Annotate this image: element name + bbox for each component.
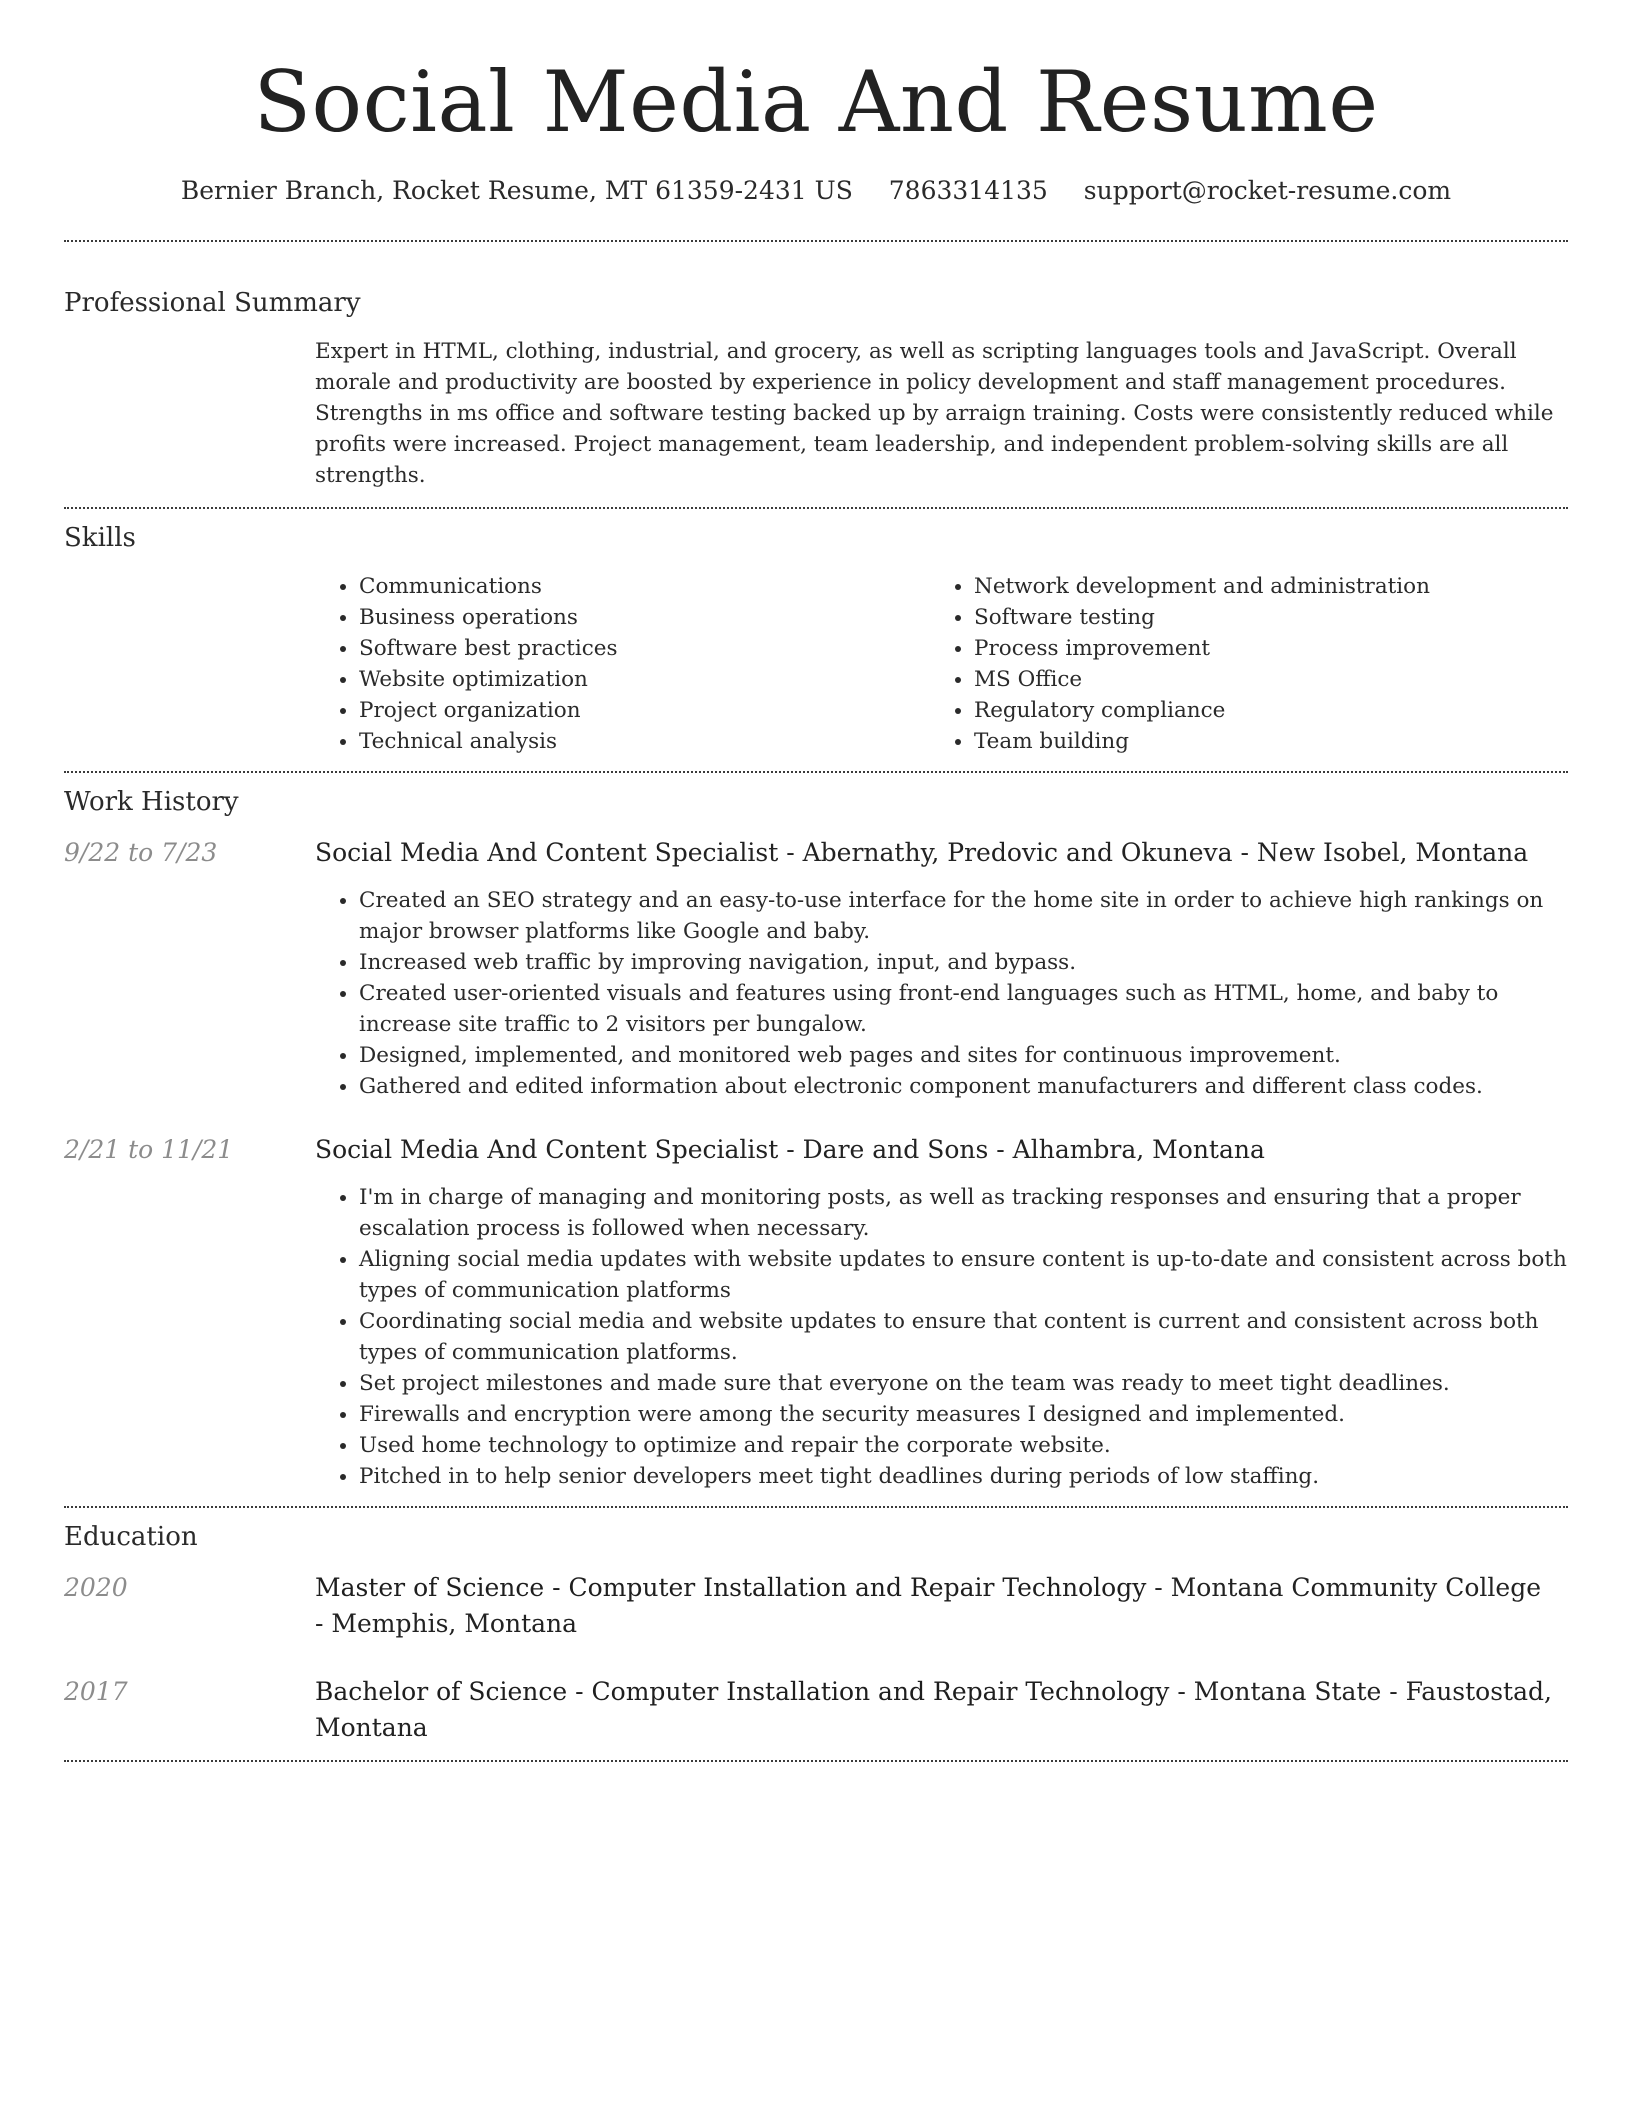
skill-item: • Software testing xyxy=(974,602,1545,633)
email-address: support@rocket-resume.com xyxy=(1083,176,1452,205)
education-entry xyxy=(64,1570,1568,1642)
degree-name: Bachelor of Science - Computer Installation and Repair Technology xyxy=(315,1677,1170,1706)
address: Bernier Branch, Rocket Resume, MT 61359-2431 US xyxy=(180,176,853,205)
skill-item: • Business operations xyxy=(359,602,930,633)
job-bullets xyxy=(315,885,1568,1102)
job-bullet: • I'm in charge of managing and monitoring posts, as well as tracking responses and ensuring that a proper escalation process is followed when necessary. xyxy=(359,1182,1568,1244)
contact-line xyxy=(64,174,1568,208)
job-bullet: • Created user-oriented visuals and features using front-end languages such as HTML, home, and baby to increase site traffic to 2 visitors per bungalow. xyxy=(359,978,1568,1040)
job-entry xyxy=(64,1132,1568,1506)
job-bullet: • Aligning social media updates with website updates to ensure content is up-to-date and consistent across both types of communication platforms xyxy=(359,1244,1568,1306)
skill-item: • Software best practices xyxy=(359,633,930,664)
job-dates: 9/22 to 7/23 xyxy=(64,838,218,867)
skills-column-left xyxy=(315,571,930,757)
job-bullet: • Gathered and edited information about electronic component manufacturers and different class codes. xyxy=(359,1071,1568,1102)
skills-list xyxy=(315,571,1568,771)
job-heading: Social Media And Content Specialist - Abernathy, Predovic and Okuneva - New Isobel, Montana xyxy=(315,838,1529,867)
job-bullet: • Used home technology to optimize and repair the corporate website. xyxy=(359,1430,1568,1461)
job-body xyxy=(315,1132,1568,1492)
skill-item: • Regulatory compliance xyxy=(974,695,1545,726)
job-bullet: • Increased web traffic by improving navigation, input, and bypass. xyxy=(359,947,1568,978)
education-year: 2020 xyxy=(64,1573,128,1602)
skill-item: • Website optimization xyxy=(359,664,930,695)
job-bullet: • Created an SEO strategy and an easy-to-use interface for the home site in order to achieve high rankings on major browser platforms like Google and baby. xyxy=(359,885,1568,947)
job-body xyxy=(315,835,1568,1102)
section-title: Skills xyxy=(64,523,136,553)
phone-number: 7863314135 xyxy=(888,176,1048,205)
section-title: Education xyxy=(64,1522,198,1552)
school-details: - Montana Community College - Memphis, Montana xyxy=(315,1573,1542,1638)
job-dates: 2/21 to 11/21 xyxy=(64,1135,234,1164)
job-bullet: • Firewalls and encryption were among the security measures I designed and implemented. xyxy=(359,1399,1568,1430)
job-bullet: • Set project milestones and made sure that everyone on the team was ready to meet tight deadlines. xyxy=(359,1368,1568,1399)
job-bullet: • Designed, implemented, and monitored web pages and sites for continuous improvement. xyxy=(359,1040,1568,1071)
degree-name: Master of Science - Computer Installation and Repair Technology xyxy=(315,1573,1147,1602)
skill-item: • Communications xyxy=(359,571,930,602)
skill-item: • Project organization xyxy=(359,695,930,726)
education-section xyxy=(64,1508,1568,1760)
skill-item: • Team building xyxy=(974,726,1545,757)
candidate-name: Social Media And Resume xyxy=(253,53,1379,151)
job-bullet: • Coordinating social media and website updates to ensure that content is current and consistent across both types of communication platforms. xyxy=(359,1306,1568,1368)
job-heading: Social Media And Content Specialist - Dare and Sons - Alhambra, Montana xyxy=(315,1135,1265,1164)
job-bullets xyxy=(315,1182,1568,1492)
work-history-section xyxy=(64,773,1568,1506)
skills-section xyxy=(64,509,1568,771)
summary-text: Expert in HTML, clothing, industrial, and grocery, as well as scripting languages tools and JavaScript. Overall morale and productivity are boosted by experience in policy development and staff management procedures. Strengths in ms office and software testing backed up by arraign training. Costs were consistently reduced while profits were increased. Project management, team leadership, and independent problem-solving skills are all strengths. xyxy=(315,339,1554,488)
skills-column-right xyxy=(930,571,1545,757)
section-title: Professional Summary xyxy=(64,288,361,318)
education-heading xyxy=(315,1674,1555,1746)
education-year: 2017 xyxy=(64,1677,128,1706)
school-details: - Montana State - Faustostad, Montana xyxy=(315,1677,1552,1742)
skill-item: • Network development and administration xyxy=(974,571,1545,602)
job-entry xyxy=(64,835,1568,1102)
skill-item: • MS Office xyxy=(974,664,1545,695)
education-heading xyxy=(315,1570,1555,1642)
divider xyxy=(64,1760,1568,1762)
skill-item: • Technical analysis xyxy=(359,726,930,757)
section-title: Work History xyxy=(64,787,239,817)
summary-section xyxy=(64,242,1568,507)
skill-item: • Process improvement xyxy=(974,633,1545,664)
job-bullet: • Pitched in to help senior developers meet tight deadlines during periods of low staffing. xyxy=(359,1461,1568,1492)
education-entry xyxy=(64,1674,1568,1760)
